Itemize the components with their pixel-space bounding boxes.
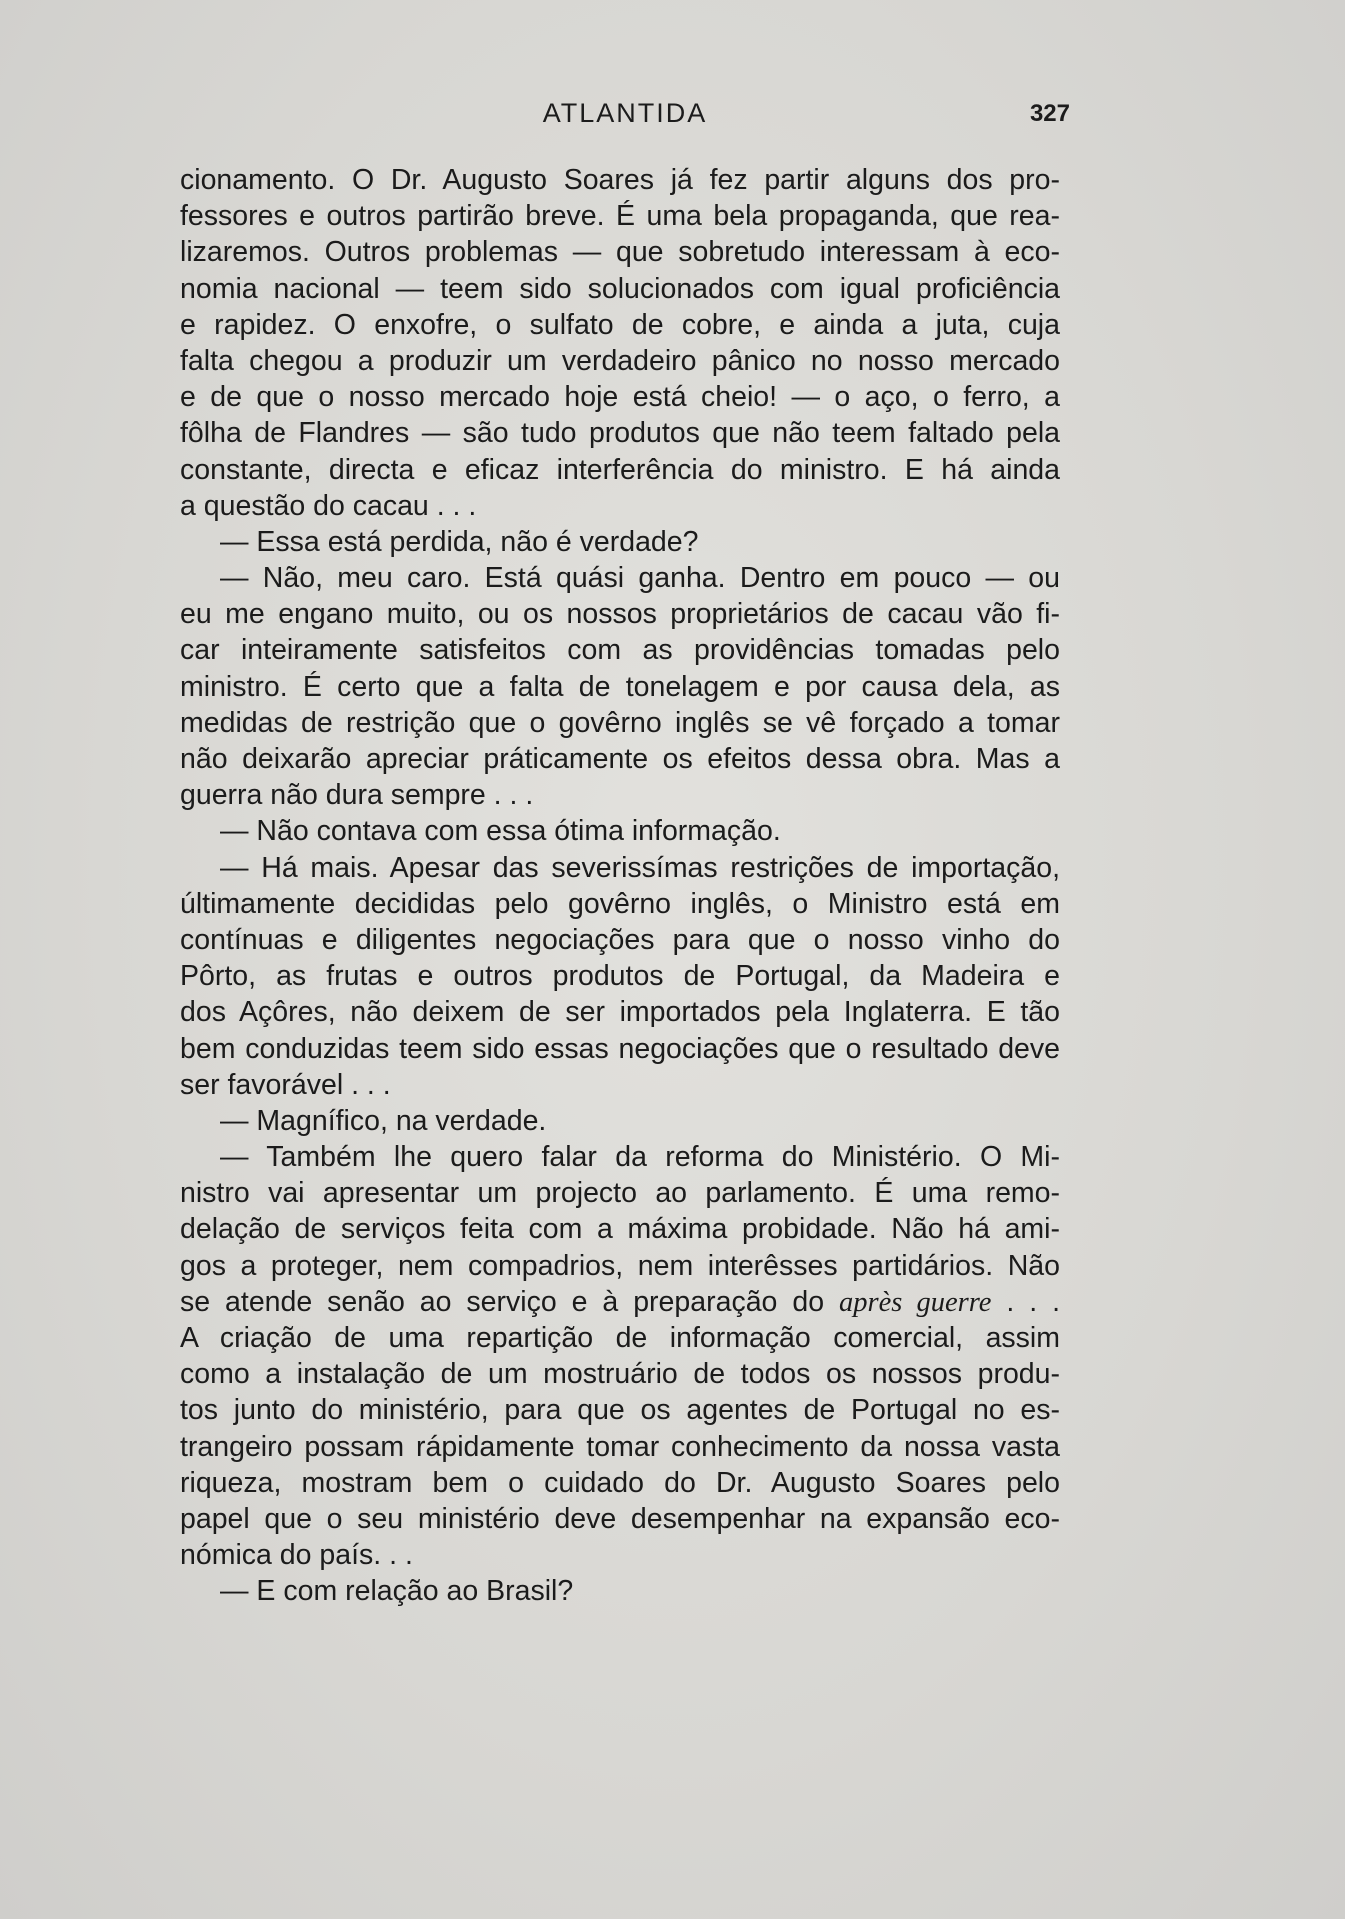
italic-phrase: après guerre — [838, 1286, 992, 1318]
text-line: dos Açôres, não deixem de ser importados pela Inglaterra. E tão — [180, 996, 1060, 1029]
text-line: cionamento. O Dr. Augusto Soares já fez partir alguns dos pro- — [180, 164, 1060, 196]
text-line: nómica do país. . . — [180, 1539, 413, 1572]
text-segment: se atende senão ao serviço e à preparação do — [180, 1285, 839, 1318]
text-line: papel que o seu ministério deve desempenhar na expansão eco- — [180, 1502, 1060, 1535]
text-line: não deixarão apreciar práticamente os efeitos dessa obra. Mas a — [180, 743, 1060, 775]
text-line: a questão do cacau . . . — [180, 489, 477, 522]
text-line: nistro vai apresentar um projecto ao parlamento. É uma remo- — [180, 1177, 1060, 1210]
text-line: fessores e outros partirão breve. É uma bela propaganda, que rea- — [180, 200, 1060, 233]
text-line: guerra não dura sempre . . . — [180, 779, 534, 812]
text-line-with-italic — [180, 1284, 1060, 1320]
text-line: — Também lhe quero falar da reforma do Ministério. O Mi- — [220, 1141, 1060, 1174]
text-line: — Não contava com essa ótima informação. — [220, 815, 781, 848]
text-line: gos a proteger, nem compadrios, nem interêsses partidários. Não — [180, 1249, 1060, 1282]
text-line: contínuas e diligentes negociações para que o nosso vinho do — [180, 923, 1060, 956]
text-line: medidas de restrição que o govêrno inglês se vê forçado a tomar — [180, 706, 1060, 739]
text-line: bem conduzidas teem sido essas negociações que o resultado deve — [180, 1032, 1060, 1065]
text-line: tos junto do ministério, para que os agentes de Portugal no es- — [180, 1394, 1060, 1427]
text-line: trangeiro possam rápidamente tomar conhecimento da nossa vasta — [180, 1430, 1060, 1463]
text-line: falta chegou a produzir um verdadeiro pânico no nosso mercado — [180, 344, 1060, 377]
text-line: — Essa está perdida, não é verdade? — [220, 525, 699, 558]
text-line: — E com relação ao Brasil? — [220, 1575, 574, 1608]
text-segment: . . . — [991, 1285, 1060, 1318]
text-line: ser favorável . . . — [180, 1068, 391, 1101]
text-line: e de que o nosso mercado hoje está cheio! — o aço, o ferro, a — [180, 381, 1060, 414]
text-line: ministro. É certo que a falta de tonelagem e por causa dela, as — [180, 670, 1060, 703]
text-line: A criação de uma repartição de informação comercial, assim — [180, 1322, 1060, 1354]
text-line: riqueza, mostram bem o cuidado do Dr. Augusto Soares pelo — [180, 1466, 1060, 1499]
text-line: lizaremos. Outros problemas — que sobretudo interessam à eco- — [180, 236, 1060, 269]
page-number: 327 — [1029, 100, 1070, 127]
text-line: — Há mais. Apesar das severissímas restrições de importação, — [220, 851, 1060, 884]
text-line: eu me engano muito, ou os nossos proprietários de cacau vão fi- — [180, 598, 1060, 631]
text-line: e rapidez. O enxofre, o sulfato de cobre, e ainda a juta, cuja — [180, 308, 1060, 341]
running-header — [180, 98, 1070, 138]
text-line: — Não, meu caro. Está quási ganha. Dentro em pouco — ou — [220, 562, 1060, 595]
text-line: como a instalação de um mostruário de todos os nossos produ- — [180, 1358, 1060, 1391]
text-line: — Magnífico, na verdade. — [220, 1104, 547, 1137]
text-line: nomia nacional — teem sido solucionados com igual proficiência — [180, 272, 1060, 305]
text-line: car inteiramente satisfeitos com as providências tomadas pelo — [180, 634, 1060, 667]
text-line: delação de serviços feita com a máxima probidade. Não há ami- — [180, 1213, 1060, 1246]
text-line: fôlha de Flandres — são tudo produtos que não teem faltado pela — [180, 417, 1060, 450]
body-text — [180, 162, 1060, 1610]
text-line: Pôrto, as frutas e outros produtos de Portugal, da Madeira e — [180, 960, 1060, 993]
running-title: ATLANTIDA — [542, 98, 708, 128]
text-line: últimamente decididas pelo govêrno inglês, o Ministro está em — [180, 887, 1060, 920]
text-line: constante, directa e eficaz interferência do ministro. E há ainda — [180, 453, 1060, 486]
